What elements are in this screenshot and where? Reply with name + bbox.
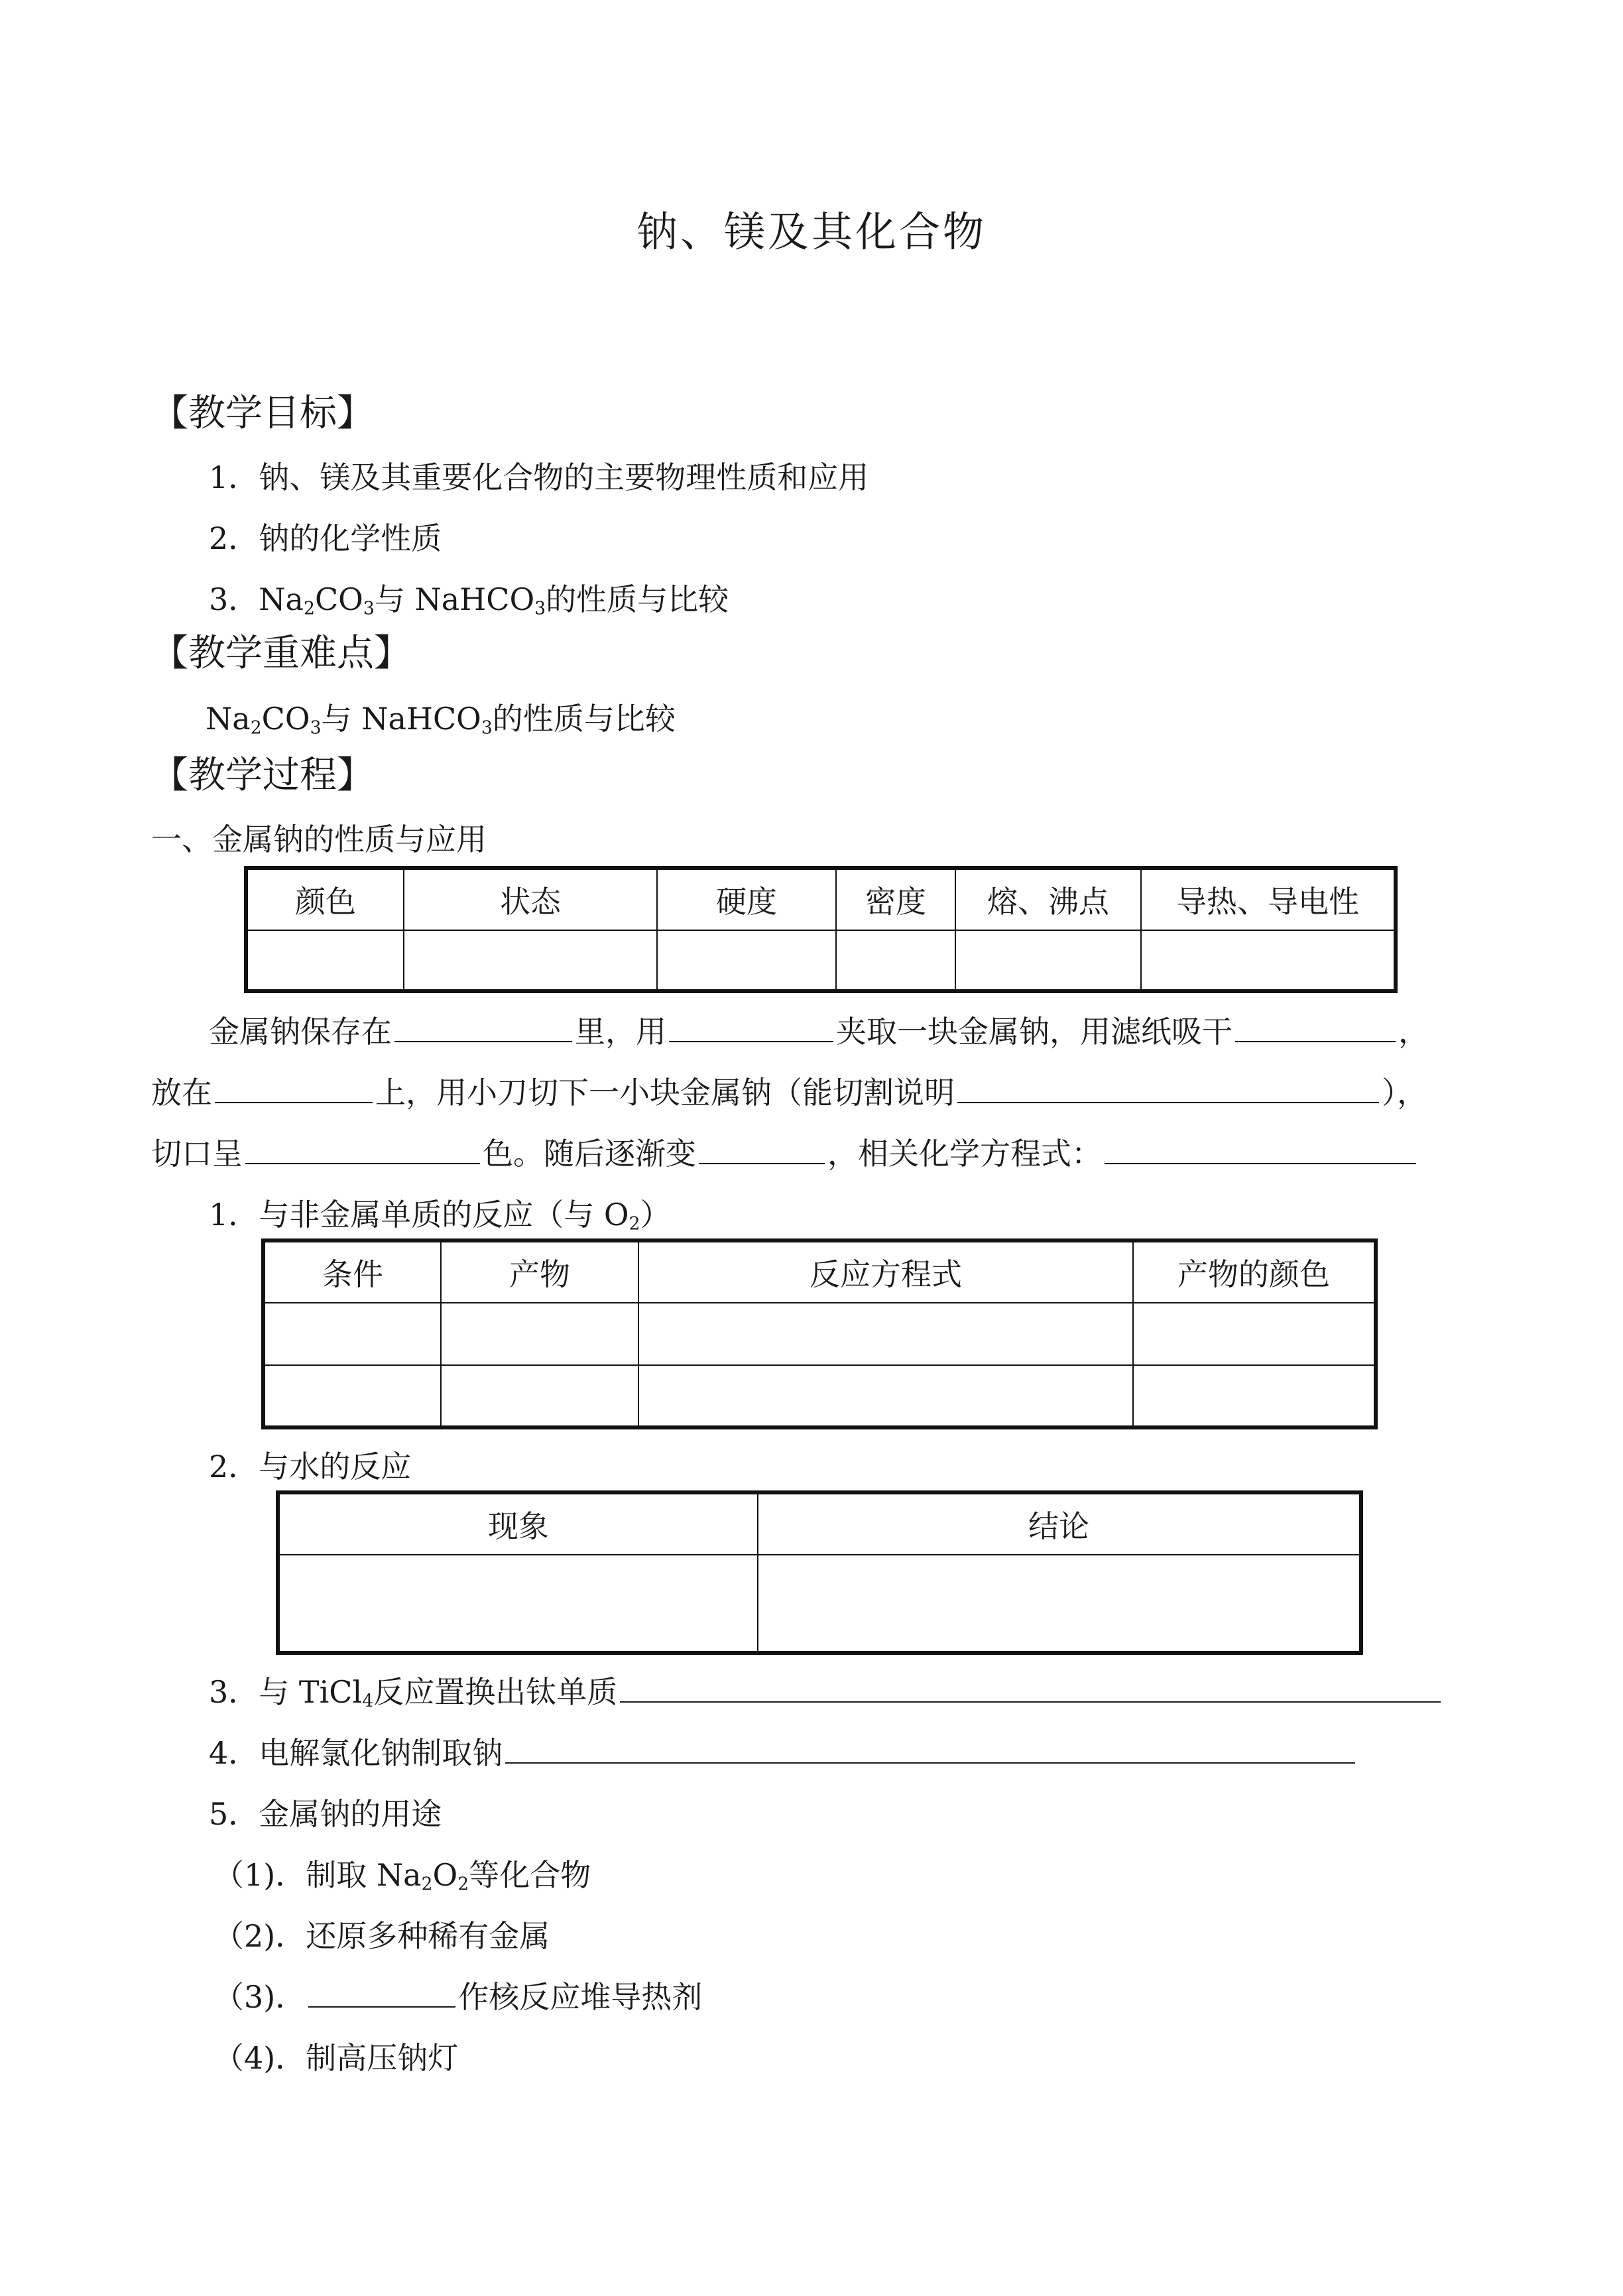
reaction-2-title: 2．与水的反应: [209, 1449, 412, 1484]
section-heading-process: 【教学过程】: [151, 754, 374, 797]
water-reaction-table: [276, 1490, 1363, 1655]
table-cell-blank[interactable]: [657, 930, 836, 991]
objective-item-3: 3．$Na_2CO_3$与 NaHCO$_3$的性质与比较: [209, 581, 729, 619]
table-cell-blank[interactable]: [836, 930, 955, 991]
blank-field[interactable]: [245, 1134, 480, 1164]
table-header-cell: 产物: [441, 1240, 638, 1303]
table-header-cell: 状态: [404, 868, 657, 930]
table-header-cell: 颜色: [246, 868, 404, 930]
objective-item: 1．钠、镁及其重要化合物的主要物理性质和应用: [209, 459, 869, 495]
table-cell-blank[interactable]: [441, 1303, 638, 1365]
use-item-1: （1)．制取 $Na_2O_2$等化合物: [213, 1857, 591, 1895]
reaction-4-line: 4．电解氯化钠制取钠: [209, 1733, 1358, 1773]
table-cell-blank[interactable]: [441, 1365, 638, 1427]
reaction-3-line: 3．与 TiCl$_4$反应置换出钛单质: [209, 1672, 1443, 1712]
page-title: 钠、镁及其化合物: [636, 208, 987, 256]
reaction-1-title: 1．与非金属单质的反应（与 $O_2$）: [209, 1197, 671, 1235]
table-cell-blank[interactable]: [1133, 1365, 1376, 1427]
table-cell-blank[interactable]: [263, 1303, 441, 1365]
blank-field[interactable]: [394, 1012, 572, 1042]
oxygen-reaction-table: [261, 1239, 1378, 1429]
fill-in-line-3: 切口呈 色。随后逐渐变 ，相关化学方程式：: [151, 1134, 1419, 1174]
table-header-cell: 导热、导电性: [1141, 868, 1396, 930]
section-heading-objectives: 【教学目标】: [151, 392, 374, 435]
table-cell-blank[interactable]: [278, 1555, 758, 1653]
table-header-cell: 现象: [278, 1492, 758, 1555]
table-header-cell: 密度: [836, 868, 955, 930]
table-header-cell: 硬度: [657, 868, 836, 930]
fill-in-line-2: 放在 上，用小刀切下一小块金属钠（能切割说明 ），: [151, 1073, 1427, 1113]
table-header-cell: 反应方程式: [638, 1240, 1133, 1303]
table-cell-blank[interactable]: [955, 930, 1141, 991]
table-header-cell: 熔、沸点: [955, 868, 1141, 930]
table-cell-blank[interactable]: [638, 1365, 1133, 1427]
objective-item: 2．钠的化学性质: [209, 520, 442, 556]
fill-in-line-1: 金属钠保存在 里，用 夹取一块金属钠，用滤纸吸干 ，: [209, 1012, 1429, 1052]
table-cell-blank[interactable]: [1133, 1303, 1376, 1365]
blank-field[interactable]: [308, 1977, 455, 2008]
table-header-cell: 条件: [263, 1240, 441, 1303]
blank-field[interactable]: [1235, 1012, 1396, 1042]
table-cell-blank[interactable]: [263, 1365, 441, 1427]
table-cell-blank[interactable]: [246, 930, 404, 991]
use-item-3: （3)． 作核反应堆导热剂: [213, 1977, 702, 2017]
blank-field[interactable]: [215, 1073, 373, 1103]
table-header-cell: 产物的颜色: [1133, 1240, 1376, 1303]
part1-title: 一、金属钠的性质与应用: [151, 821, 487, 857]
use-item-4: （4)．制高压钠灯: [213, 2040, 459, 2076]
table-cell-blank[interactable]: [638, 1303, 1133, 1365]
blank-field[interactable]: [669, 1012, 833, 1042]
blank-field[interactable]: [620, 1672, 1441, 1703]
blank-field[interactable]: [699, 1134, 825, 1164]
blank-field[interactable]: [957, 1073, 1379, 1103]
table-header-cell: 结论: [758, 1492, 1361, 1555]
table-cell-blank[interactable]: [1141, 930, 1396, 991]
table-cell-blank[interactable]: [404, 930, 657, 991]
sodium-properties-table: [244, 866, 1398, 993]
blank-field[interactable]: [505, 1733, 1355, 1764]
table-cell-blank[interactable]: [758, 1555, 1361, 1653]
use-item-2: （2)．还原多种稀有金属: [213, 1918, 550, 1954]
keypoint-line: $Na_2CO_3$与 NaHCO$_3$的性质与比较: [206, 701, 676, 739]
blank-field[interactable]: [1105, 1134, 1416, 1164]
reaction-5-title: 5．金属钠的用途: [209, 1796, 442, 1832]
section-heading-keypoints: 【教学重难点】: [151, 632, 411, 675]
